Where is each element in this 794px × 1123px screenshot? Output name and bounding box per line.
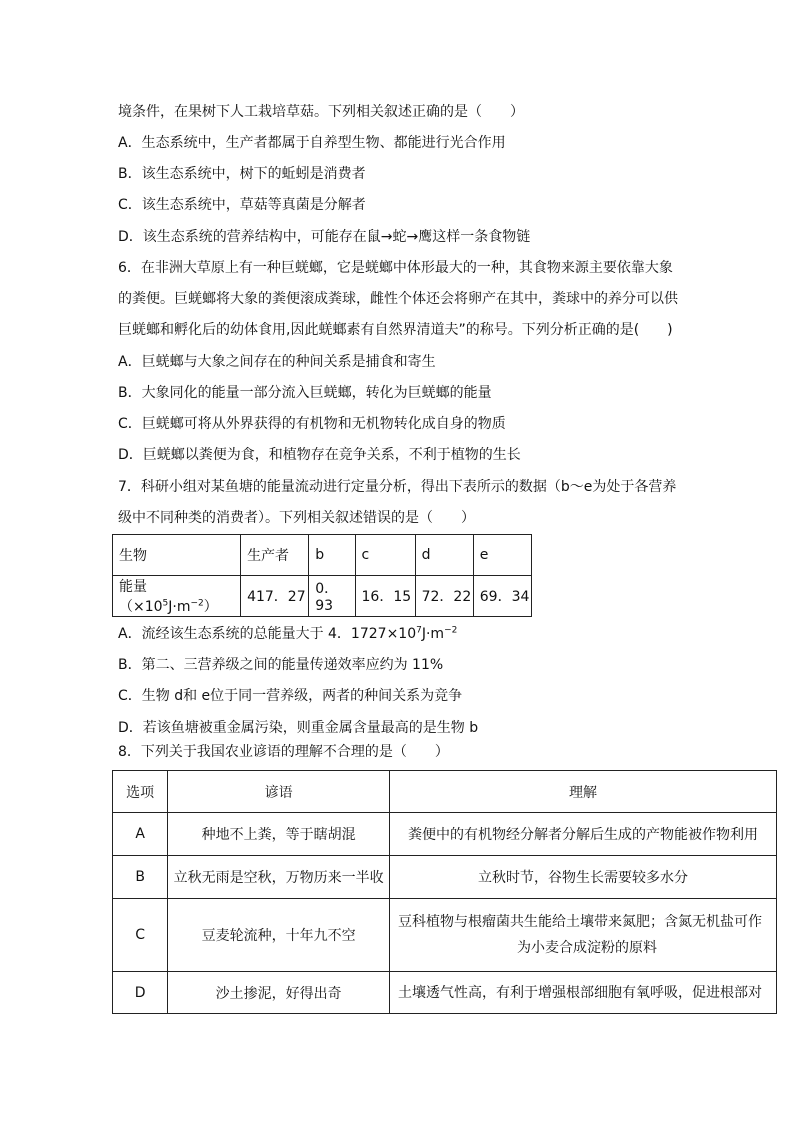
table-cell: 69．34 — [473, 576, 531, 617]
proverb: 豆麦轮流种，十年九不空 — [168, 899, 390, 972]
proverb: 种地不上粪，等于瞎胡混 — [168, 813, 390, 856]
table-row — [113, 576, 532, 617]
q5-option-a: A．生态系统中，生产者都属于自养型生物、都能进行光合作用 — [118, 135, 506, 151]
q6-stem-line1: 6．在非洲大草原上有一种巨蜣螂，它是蜣螂中体形最大的一种，其食物来源主要依靠大象 — [118, 260, 673, 276]
table-cell: c — [355, 535, 415, 576]
q5-stem-tail: 境条件，在果树下人工栽培草菇。下列相关叙述正确的是（ ） — [118, 104, 524, 120]
table-row — [113, 535, 532, 576]
table-cell: 72．22 — [415, 576, 473, 617]
q5-option-d: D．该生态系统的营养结构中，可能存在鼠→蛇→鹰这样一条食物链 — [118, 229, 531, 245]
table-cell: 417．27 — [241, 576, 309, 617]
meaning: 土壤透气性高，有利于增强根部细胞有氧呼吸，促进根部对 — [389, 972, 776, 1014]
q7-option-a-pre: A．流经该生态系统的总能量大于 4．1727×10 — [118, 626, 417, 642]
q8-stem: 8．下列关于我国农业谚语的理解不合理的是（ ） — [118, 744, 449, 760]
meaning-line: 为小麦合成淀粉的原料 — [516, 940, 657, 956]
energy-label-mid: J·m — [168, 599, 191, 615]
q7-energy-table — [112, 534, 532, 617]
q7-stem-line1: 7．科研小组对某鱼塘的能量流动进行定量分析，得出下表所示的数据（b～e为处于各营养 — [118, 479, 677, 495]
table-header: 选项 — [113, 771, 168, 813]
q6-option-d: D．巨蜣螂以粪便为食，和植物存在竞争关系，不利于植物的生长 — [118, 447, 521, 463]
q7-option-a-mid: J·m — [421, 626, 445, 642]
q5-option-c: C．该生态系统中，草菇等真菌是分解者 — [118, 197, 366, 213]
option-key: C — [113, 899, 168, 972]
table-cell: b — [309, 535, 355, 576]
table-header-row — [113, 771, 777, 813]
meaning: 立秋时节，谷物生长需要较多水分 — [389, 856, 776, 899]
table-cell: 生产者 — [241, 535, 309, 576]
energy-label-sup: 5 — [162, 598, 169, 609]
option-key: A — [113, 813, 168, 856]
q7-option-b: B．第二、三营养级之间的能量传递效率应约为 11% — [118, 657, 444, 673]
table-row — [113, 856, 777, 899]
meaning-line: 豆科植物与根瘤菌共生能给土壤带来氮肥；含氮无机盐可作 — [397, 914, 762, 930]
table-cell: e — [473, 535, 531, 576]
q5-option-b: B．该生态系统中，树下的蚯蚓是消费者 — [118, 166, 366, 182]
table-row — [113, 972, 777, 1014]
meaning: 粪便中的有机物经分解者分解后生成的产物能被作物利用 — [389, 813, 776, 856]
option-key: D — [113, 972, 168, 1014]
q8-proverb-table — [112, 770, 777, 1014]
meaning — [389, 899, 776, 972]
q6-option-a: A．巨蜣螂与大象之间存在的种间关系是捕食和寄生 — [118, 354, 436, 370]
table-cell: 16．15 — [355, 576, 415, 617]
q7-option-a — [118, 624, 457, 644]
q7-option-c: C．生物 d和 e位于同一营养级，两者的种间关系为竞争 — [118, 688, 463, 704]
table-cell: 0．93 — [309, 576, 355, 617]
q7-option-a-sup: 7 — [416, 625, 422, 636]
option-key: B — [113, 856, 168, 899]
energy-label-pre: 能量（×10 — [119, 579, 163, 615]
q6-stem-line2: 的粪便。巨蜣螂将大象的粪便滚成粪球，雌性个体还会将卵产在其中，粪球中的养分可以供 — [118, 291, 678, 307]
q7-option-d: D．若该鱼塘被重金属污染，则重金属含量最高的是生物 b — [118, 720, 479, 736]
table-header: 理解 — [389, 771, 776, 813]
energy-label-sup: −2 — [190, 598, 204, 609]
q7-option-a-sup: −2 — [444, 625, 458, 636]
energy-label-post: ） — [203, 599, 218, 615]
q6-option-b: B．大象同化的能量一部分流入巨蜣螂，转化为巨蜣螂的能量 — [118, 385, 492, 401]
table-row — [113, 899, 777, 972]
q6-stem-line3: 巨蜣螂和孵化后的幼体食用,因此蜣螂素有自然界清道夫”的称号。下列分析正确的是( ) — [118, 322, 673, 338]
proverb: 沙土掺泥，好得出奇 — [168, 972, 390, 1014]
table-row — [113, 813, 777, 856]
proverb: 立秋无雨是空秋，万物历来一半收 — [168, 856, 390, 899]
table-cell: d — [415, 535, 473, 576]
energy-label-cell — [113, 576, 241, 617]
q7-stem-line2: 级中不同种类的消费者）。下列相关叙述错误的是（ ） — [118, 510, 475, 526]
q6-option-c: C．巨蜣螂可将从外界获得的有机物和无机物转化成自身的物质 — [118, 416, 506, 432]
table-cell: 生物 — [113, 535, 241, 576]
table-header: 谚语 — [168, 771, 390, 813]
